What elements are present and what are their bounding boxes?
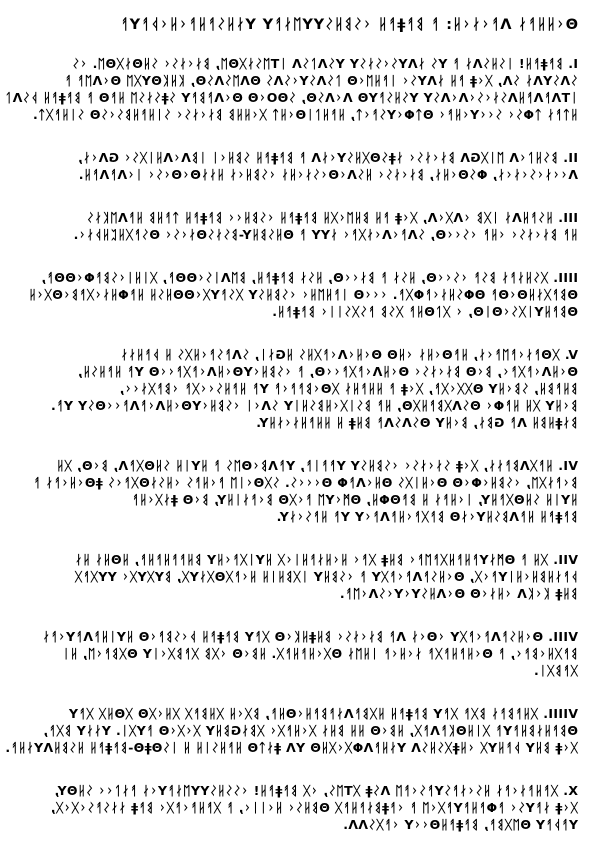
text-line: Λᚲᚲᚾᚲᛊᚲᚾᚲᚾ, ΦᛊΘᚲᚺᚾ, ᛒᚾᚲᚾᛊᚲ ᚺᛊΛᚲΘᚲᛊᚾᚲᚺᚾ ᚲᛊᛒᚺᚲᚾ ᚺᚾᚾΘᚲΘᚲᛊᚲ ᛁᚲΛᚨΛᚨᚺ. [78,167,578,182]
text-line: II. ᛒᛊᚺᛚᚲΛ ᛖᛁᚷGΛ ᛒᚾᚲᚾᛊᚲ ᚾǂᛊΘᚷᚺᛊYᚲᚾΛ ᚨ ᛒᚨǂᚨᚺ ᛊᛒᚺᚲᛁ ᛁᛒΛᚲΛᚺᛁᚷᛊᚲ GΛᚲᚾ, [77,150,578,165]
text-line: ᚺᛏᚨᚾ ᛏΦᛊᚲ ᛊᚲᚲYᚲᚺᚨᚲ ΘᛏΦᚲYᛊᚨᚲᛏ, ᚺᚨᚺᛚᛁΘᚲᚺᛏ ᚷᚲᚺᚺᛒ ᛒᚾᚲᚾᛊᚲ ᛊᛁᚺᚨᚺᛒᛊᚲᛊΘ ᛊᛁᚺᚨᚷᛏ. [32,107,578,122]
paragraph-ii [22,149,578,183]
text-line: ᛒᚲᚨᚾᚷᛖ, ᚲᛊᛒᚺᚲΦᚲΘ Θᚲᚺᛁᚷᛊ ΘᚺᚲΛᚨΦ Θᚲᚲᚲᛊ. ᛊᚷΘᚲᛁᛖ ᚨᚲᚺᚨᛊ ᚲᚺᛊᚾΘᚷᚨᚲᛊ ǂΘᚲᚺᚲᚨᚾ ᚨ [32,475,578,490]
paragraph-i [4,55,578,123]
text-line: ᛒᚺᚨᛒᚺ, ᛊᛒᚲᚺY Θᚷᚷᚲᚷᚨ, ᚷᚲǂ ᚨ ᚺᚺᚨᚺᚾ ᚷΘᚲᛒᚨᚨᚲᚨ Yᚨ ᚺᚨᚺᛊᚲᚲᚷᚨ ᚲᛒᚨᚷᚾᚲᚲ, [119,381,578,396]
text-line: ᚷᚲǂ ᚾᚨYᛊᚲ ᚨΦᚨᚺᚨYᚨᚷᚲᛖ ᚨ ᚲᚨǂᛒᚾᚨᚺᚨᚷ Θᛒᚺᛊᚲ ᚺᚲᛁᛁᚲ, ᚨ ᚷᚨᚺᚨᚲᚨᚷᚲ ᛒᚨǂ ᚾᚾᛊᚨᛊᚲᚷᚲᚷ, [50,800,578,815]
paragraph-vii [22,551,578,602]
text-line: ᛒᚲᚺY ᚷᚺ ᚺᚨΦᚲ ΘᛊΛᚷᛒᚨᚺᚷΘ, ᚺᚨ ᛒᛊᛁᚷᚲᚺᛒᛊᚺᛁY ᛊΛᚲᛁ ᚲᛊᛒᚺᚲYΘᚲᚺΛᚲᚨΛᚨᚲᚲΘᛊY Yᚨ. [50,398,578,413]
text-line: YᚨᚦᚨY Θᛖᚷᛒᚨ, ᛒᚨǂᚨᚺΘᚲᚲY ᚲᚨᚷᛊΛΛ. [342,817,578,832]
text-line: ᛁTΛᚨΛᚨᚺΛᛊᚾᚲᛊᚲΛᚲΛᛊY YᛊᚺᛊᚨYΘ ΛᚲΛᛊΘ, ᛊΘΟᚲΘ ΘᚲΛᚨᛒᚨY ᛊǂᛊᚾᛊᛖ ᚺᚨΘ ᚨ ᛒᚨǂᚨᚺ ᚦᛊΛᛚ [4,90,578,105]
text-line: III. ᚺᛊᚨᚺΛᚾ ᛁᚷᛒ ᚲΛᚷᚲΛ, ᚷᚲǂ ᚨᚺ ᛒᚺᛖᚲᚷᚺ ᛒᚨǂᚨᚺ ᚲᛊᛒᚺᚲᚲ ᛒᚨǂᚨᚺ ᛏᚨᚺᛒ ᚺᚨΛᛖᛕᚾᛊ [86,210,578,225]
paragraph-viiii [5,705,578,756]
text-line: ᛊΛᛊYΛᚾ ᛊΛ, ᚷᚲǂ ᚨᚺ ᚾΛYᛊᚲ ᛁᚨᚺᛖᚲΘ ᛚᛊΛᛊYᚲᛊΛᛊ ΘΛᛖᛊΛᛊΘ, ᛕᚺᛕΘYᚷᛖ ΘᚲΛᛖᚨ ᚨ [64,73,578,88]
text-line: ᛒᚺǂ ᛕᚲᛕΛ ᚲᚺᚾᚲΘ ΘᚲΛᚺᛊYᚲYᚲᛊΛᚲᛖᚨ. [339,586,578,601]
text-line: ᛒᚨǂᚨᚺ ᚺᚨΛᛒᛊᚺYᚲᚾΘ ᛒᚨᚷᚨᚲᚺᚨΛᚨᚲY Yᚨ ᚺᚨᛊᚲᚾY. [276,509,578,524]
text-line: ΘᚲᚺΛᚲᚨᚷᚨᚲ, ᛒᚲΘ ᛒᚾᚲᚾᛊᚲ ΘᚲᚺΛᚲᚨᚷᚨᚲᚲΘ, ᚨ ᚲᛊᛒᚺᚲYΘᚲᚺΛᚲᚨᚷᚨᚲᚲΘ Yᚨ ᚺᚨᚺᛊᚺ, [77,364,578,379]
text-line: ᛒᚨᚷᚺᚲᛒᚨᚲ, ᚨ Θᚲᚺᚨᚺᚨᚷᚨ ᚾᚲᚺᚲᚨ ᛁᚺᛖᚾ Θᚷᚲᚺᚨᚺᚨᚷ. ᚺᛒᚲΘ ᚲᚷᛒ ᚷᚨᛒᚷᚲᛁY Θᚷᛒᚨᚲᛖ, ᚺᛁ [62,646,578,661]
text-line: ᚺᚨ ᛒᚾᚲᚾᛊᚲ ᚲᚺᚨ ᚲᛊᚲᚲΘ, ᛊΛᚨᚲΛᚲᚾᚷᚨᚲ ᚾYY ᚨ ΘᚺᛊᛒᚺY-ᛒᛊᚾᛊΘᚾᚲᛊᚲ Θᛊᚨᚷᚺᛈᚺᚦᚾᚲ. [73,227,578,242]
text-line: ᚦᚨᚾᚺᛒᚺᚲᚺᛁYᚨᚲᚷ, ΘᚲᚺᛊᚨΛᚨᚲᚨᚷY ᚨ ᚲᛊᛒᚺY ᛁᚷᛒᚺᛁᚺ ᚺᚲᚨᚷΘᚷᚾYᚷ, ᛒYᚷYᚷᚲ YYᚷᚨᚷ [74,569,578,584]
paragraph-iii [22,209,578,243]
text-line: X. ᚷᚨᚺᚨᚾᚲᚨᚾ ᚺᛊᚲᚾᚨᛊYᚨᛊᚲᚨᛖ Λᛊǂ ᚷTᛖᛊ, ᚲᚷ ᛒᚨǂᚨᚺ! ᚲᛊᛊᚺᛊYYᛖᚾᚨYᚲᚾ ᚨᚾᛚᚲᚲ ᛊᚺΘY, [54,783,578,798]
paragraph-v [22,346,578,431]
text-line: VI. ᚺᚨᚷΛᛒᚨᚾᚾ, ᚷᚲǂ ᛊᚾᚲᚾᛊᚲ ᚲᛊᛒᚺᛊY Yᚨᚨᛁᚨ, YᚨΛᛒᚲΘᛖᛊ ᚨ ᚺYᛁᚺ ᛊᚺΘᚷᚨΛ, ᛒᚲΘ, ᚷᚺ [56,458,578,473]
text-line: ΘᛒᚨᚷᚾᚺΘᚲΘᚨ ΘΦᛊᚺᚾᚲᚨΦᚷᚨ. ᚲᚲᚲΘ ᛁᚨᚺᛖᚺᚲ ᚲᛊᛒᚺᛊY ᚷᛊᚨYᚷᚲΘΘᚺᛊᚺ ᚺᚨΦᚺᚾᚲᚷᚨᛒᚲΘᚷᚲᚺ [28,287,578,302]
paragraph-viii [22,628,578,679]
text-line: ᚺYᛁᚺ ᛊᚺΘᚷᚨᚺY, ᛁᚲᚺᚨᚾ ᚺ ᛒᚨΘΦᚺ, ΘᛗᚲYᛖ ᚨᚲᚷΘ ᛒᚲᚨᚾᛁᚺY, ᛒᚲΘ ǂᚾᚷᚲᚺᚨ [131,492,578,507]
text-line: ΘᛒᚨᚺYᛁᚷᛊᚲΘᛁΘ, ᚲ ᚷᛚΘᚺᚨ ᚷᛊᛒ ᚨᛊᚷᛊᛁᛁᚲ ᛒᚨǂᚨᚺ. [271,304,578,319]
document-title: Θᚲᚺᚺᚨᚾ Λᚨᚲᚾᚲᚺ: ᚨ ᛒᚨǂᚨᚺ ᚲᛊᛒᚺᛊYYᛖᚾᚨY YᚾᚺᛊᚨᚺᚨᚲᚺᚲᚦᚨYᚨ [119,17,578,33]
text-line: ΘᛒᚨᚺᚾᛒᚺᚨYᚨ ᚷᛁᚺΘᛕᚨΛᚨᚷ, ᚺᛒᚲΘ ᚺᚺ ᛒᚺᚾ ᚷᚲᚺᚨᚷᚲ ᚷᛒᚾGᛒᚺY ᚷᚲᚷᚲΘ ᚨYᚷᛁ. YᚾᚾY ᛒᚷᚨ, [43,723,578,738]
text-line: VII. ᚷᚺ ᚨ ΘᛗᚾYᚨᚺᚨᚺᚷᚨᛖᚨᚲ ᛒᚺǂ ᚷᚨᚲ ᚺᚲᚺᚾᚨᚺᛁᚲᚷ ᚺYᛁᚷᚨᚲᚺY ᛒᚺᚨᚨᚺᚨᚺᚨ, ᚺΘᚺᚾ ᚺᚾ [74,552,578,567]
text-line: IIII. ᚷᛊᚺᚾᚨᚾ ᛒᛊᚨ ᚲᛊᚲᚲΘ, ᚺᛊᚾ ᚨ ᛒᚾᚲᚲΘ, ᚺᛊᚾ ᛒᚨǂᚨᚺ, ᛒᛖΛᛁᛊᚲΘΘᚨ, ᚷᛁᚺᛁᚲᛊᛒᚨΦᚲΘΘᚨ, [40,270,578,285]
paragraph-vi [22,457,578,525]
text-line: VIIII. ᚷᚺᚨᛒᚨᚾ ᛒᚷᚨ ᚷᚨY ᛒᚨǂᚨᚺ ᚺᚷᛒᚨΛᚾᚨᛒᚨᚺᚲΘᚺᚨ, ᛒᚷᚲᚺ ᚷᚺᛒᚨᚷ ᚷᚺᚲᚷΘ ᚷΘᚺᚷ ᚷᚨY [68,706,578,721]
paragraph-iiii [22,269,578,320]
text-line: V. ᚷΘᚨᚾᚲᚨᛖᚨᚲᚾ, ᚺᚨΘᚲᚺᚾ ᚲᚺΘ ΘᚲᚺᚲΛᚲᚨᚷᚺᛊ ᚺGᚾᛁ, ᛊΛᚨᛊᚨᚲᚺᚷᛊ ᚺ ᚦᚨᚺᚾᚾ [120,347,578,362]
text-line: I. ᛒᚨǂᚨᚺ! ᛁᛊᚺᛊΛᚾ ᚨ Yᛊ ᚾΛYᛊᚲᛊᚾᛊY YᛊΛᛚᛊΛ ᛁTᛖᛊᚾᚷΘᛖ, ᛒᚾᚲᚾᛊᚲ ᛊᚺΘᚾᚷΘᛖ. ᚲᛊ [71,56,578,71]
mirrored-document [4,16,578,833]
text-line: ᚷᚲǂ ᛒᚺY ᚦᚨᚺYᚷ ᚲᚺǂᚷᛊᚺᛊΛ YᚾᚺᚨΛΦᚷᚲᚷᚺΘ YΛ ǂᚾᛏΘ ᚺᚨᚺᛊᛁᚺ ᚺ ᛁᛊΘǂΘ-ᛒᚨǂᚨᚺ ᚺᛊᛒᚺΛYᚾᚺᚨ. [5,740,578,755]
paragraph-x [22,782,578,833]
text-line: VIII. ΘᚲᚺᛊᚨΛᚨᚲᚨᚷY ᚲΘᚲᚾ Λᚨ ᛒᚾᚲᚾᛊᚲ ᛒᚺǂᚺᛕᚲΘ ᚷᚨY ᛒᚨǂᚨᚺ ᚦᚲᛊᛒᚨᚲΘ ᚺYᛁᚺᚨΛᚨYᚲᚨᚾ [42,629,578,644]
document-body [4,55,578,833]
text-line: ᚷᚨᛒᚷᛁ. [533,663,578,678]
text-line: ᛒᚾǂᚺᛒᚺ Λᚨ Gᛒᚾ, ᛒᚲᚺY ΘᛊΛᛊΛᚨ ᛒᚺǂ ᚺ ᚺᚺᚨᚺᚾᚲᚾᚺY. [255,415,578,430]
